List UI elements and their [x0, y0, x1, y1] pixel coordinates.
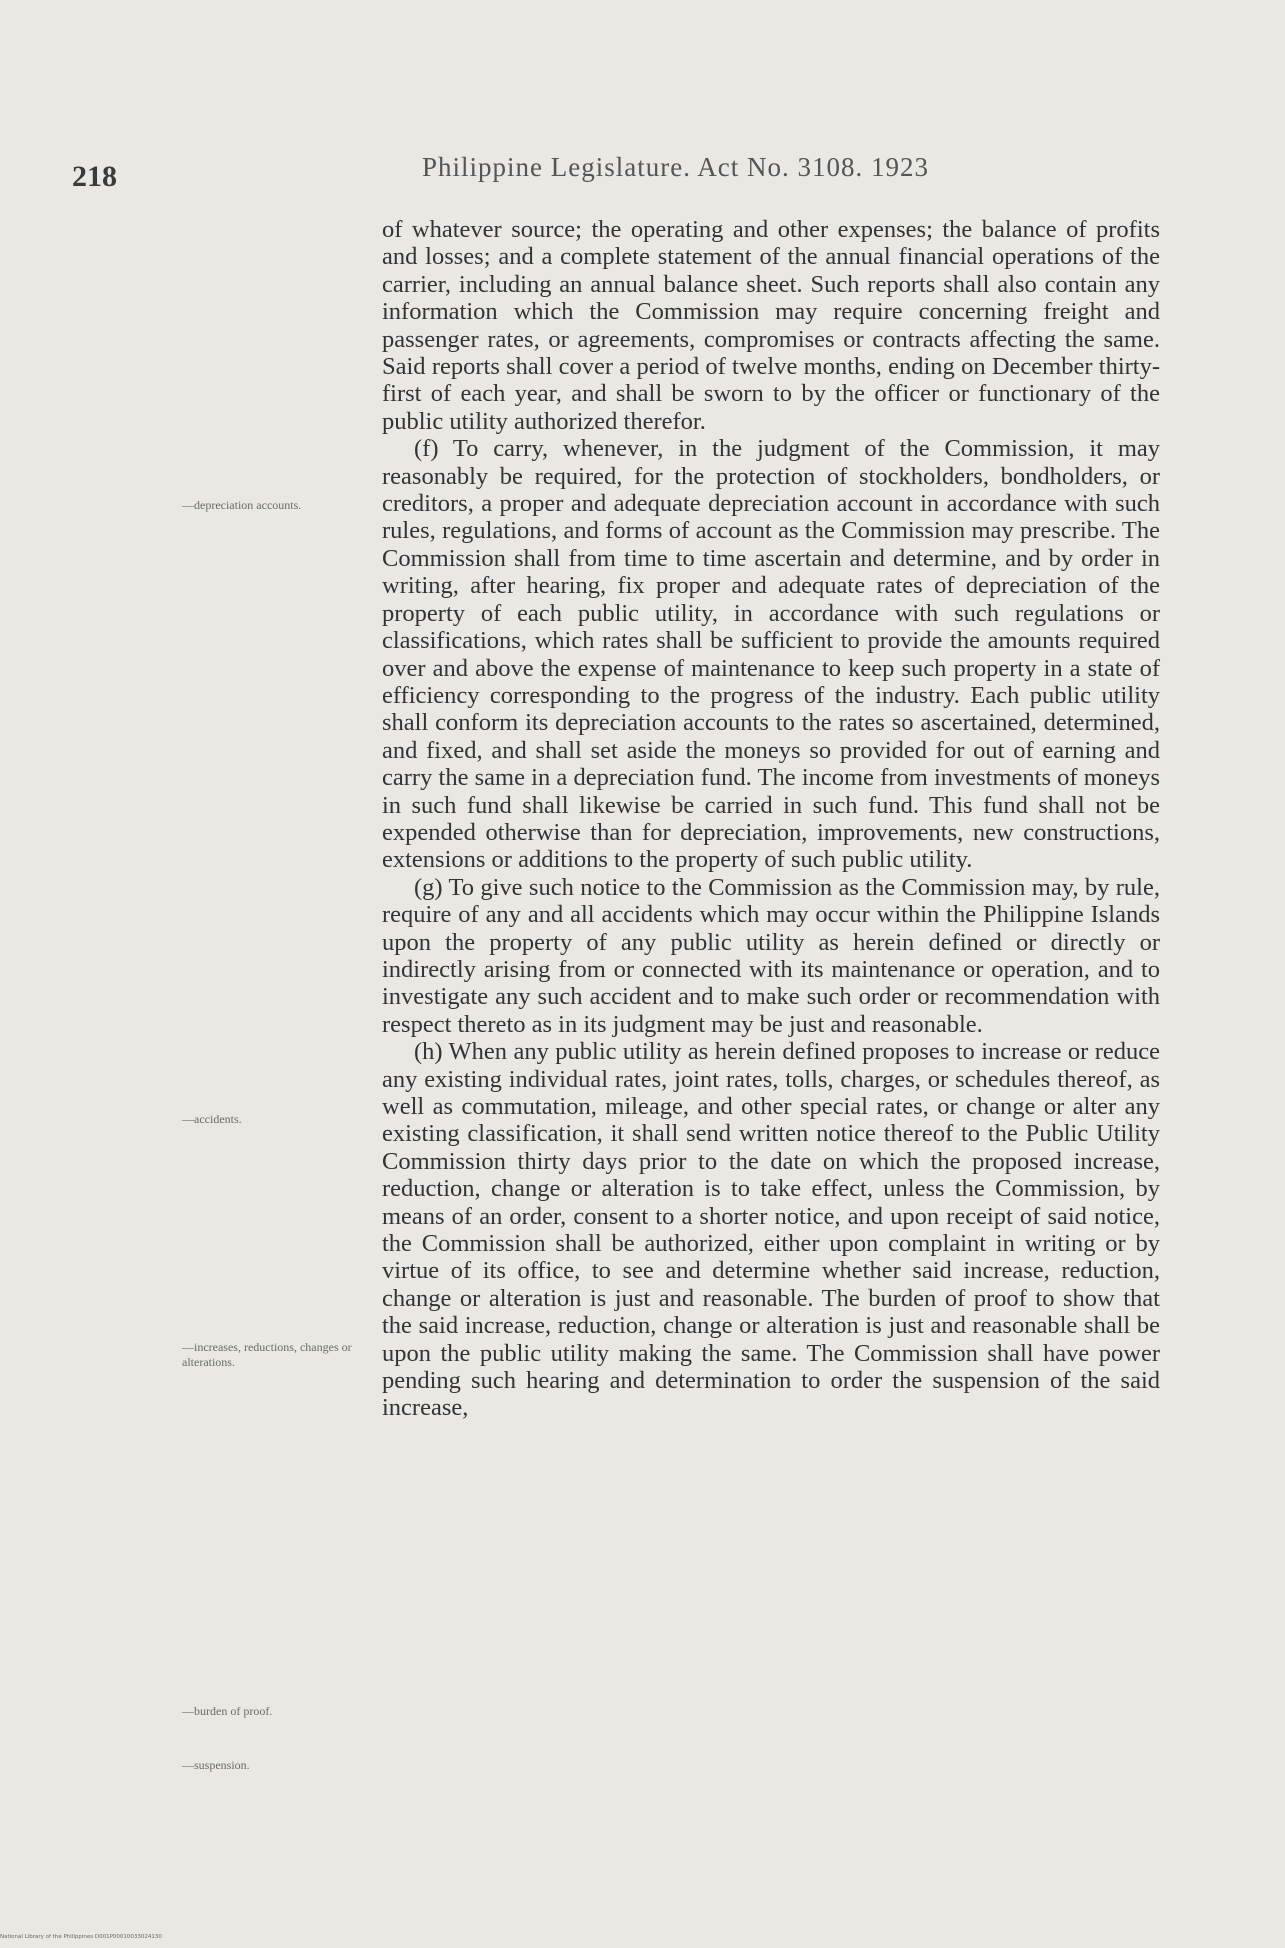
- page-number: 218: [72, 160, 117, 193]
- marginal-note-increases: —increases, reductions, changes or alterations.: [182, 1340, 352, 1369]
- paragraph-continuation: of whatever source; the operating and other expenses; the balance of profits and losses; and a complete statement of the annual financial operations of the carrier, including an annual balance sheet. Such reports shall also contain any information which the Commission may require concerning freight and passenger rates, or agreements, compromises or contracts affecting the same. Said reports shall cover a period of twelve months, ending on December thirty-first of each year, and shall be sworn to by the officer or functionary of the public utility authorized therefor.: [382, 216, 1160, 435]
- paragraph-g-accidents: (g) To give such notice to the Commission as the Commission may, by rule, require of any and all accidents which may occur within the Philippine Islands upon the property of any public utility as herein defined or directly or indirectly arising from or connected with its maintenance or operation, and to investigate any such accident and to make such order or recommendation with respect thereto as in its judgment may be just and reasonable.: [382, 873, 1160, 1038]
- running-header: Philippine Legislature. Act No. 3108. 1923: [422, 152, 929, 182]
- marginal-note-depreciation: —depreciation accounts.: [182, 498, 302, 512]
- paragraph-f-depreciation: (f) To carry, whenever, in the judgment of the Commission, it may reasonably be required, for the protection of stockholders, bondholders, or creditors, a proper and adequate depreciation account in accordance with such rules, regulations, and forms of account as the Commission may prescribe. The Commission shall from time to time ascertain and determine, and by order in writing, after hearing, fix proper and adequate rates of depreciation of the property of each public utility, in accordance with such regulations or classifications, which rates shall be sufficient to provide the amounts required over and above the expense of maintenance to keep such property in a state of efficiency corresponding to the progress of the industry. Each public utility shall conform its depreciation accounts to the rates so ascertained, determined, and fixed, and shall set aside the moneys so provided for out of earning and carry the same in a depreciation fund. The income from investments of moneys in such fund shall likewise be carried in such fund. This fund shall not be expended otherwise than for depreciation, improvements, new constructions, extensions or additions to the property of such public utility.: [382, 435, 1160, 874]
- paragraph-h-rate-changes: (h) When any public utility as herein defined proposes to increase or reduce any existing individual rates, joint rates, tolls, charges, or schedules thereof, as well as commutation, mileage, and other special rates, or change or alter any existing classification, it shall send written notice thereof to the Public Utility Commission thirty days prior to the date on which the proposed increase, reduction, change or alteration is to take effect, unless the Commission, by means of an order, consent to a shorter notice, and upon receipt of said notice, the Commission shall be authorized, either upon complaint in writing or by virtue of its office, to see and determine whether said increase, reduction, change or alteration is just and reasonable. The burden of proof to show that the said increase, reduction, change or alteration is just and reasonable shall be upon the public utility making the same. The Commission shall have power pending such hearing and determination to order the suspension of the said increase,: [382, 1038, 1160, 1422]
- body-text: [382, 216, 1160, 1422]
- footer-credit: National Library of the Philippines D001P00010033024130: [0, 1934, 162, 1940]
- marginal-note-accidents: —accidents.: [182, 1112, 242, 1126]
- marginal-note-suspension: —suspension.: [182, 1758, 250, 1772]
- marginal-note-burden-of-proof: —burden of proof.: [182, 1704, 273, 1718]
